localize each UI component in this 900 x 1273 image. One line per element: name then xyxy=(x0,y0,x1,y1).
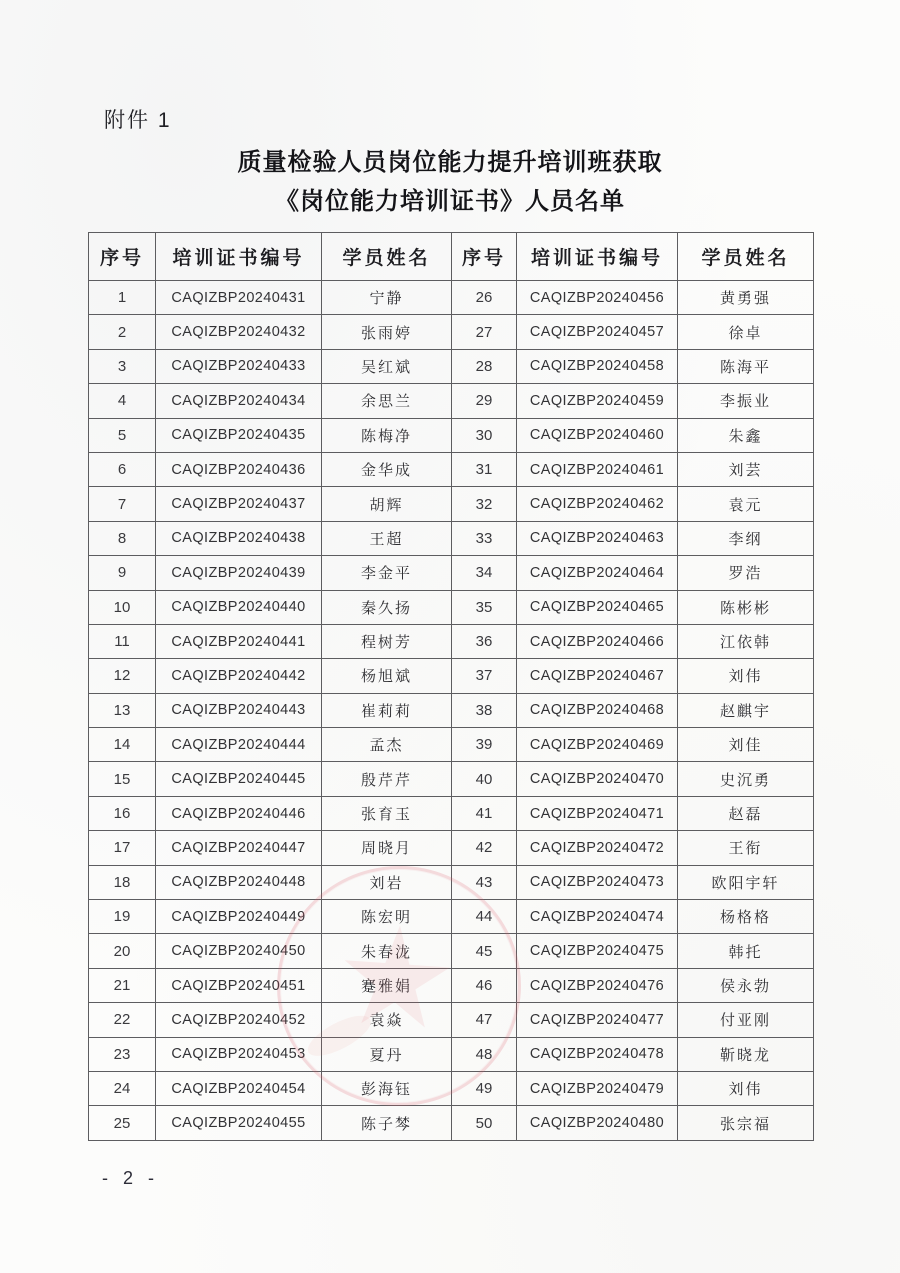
cert-number-right: CAQIZBP20240463 xyxy=(517,521,678,555)
col-header-cert-right: 培训证书编号 xyxy=(517,233,678,281)
cert-number-right: CAQIZBP20240479 xyxy=(517,1071,678,1105)
cert-number-right: CAQIZBP20240477 xyxy=(517,1003,678,1037)
row-no-right: 38 xyxy=(452,693,517,727)
trainee-name-left: 袁焱 xyxy=(322,1003,452,1037)
row-no-left: 25 xyxy=(89,1106,156,1140)
row-no-left: 7 xyxy=(89,487,156,521)
cert-number-right: CAQIZBP20240475 xyxy=(517,934,678,968)
row-no-right: 37 xyxy=(452,659,517,693)
document-title xyxy=(0,143,900,221)
row-no-right: 46 xyxy=(452,968,517,1002)
cert-number-right: CAQIZBP20240476 xyxy=(517,968,678,1002)
trainee-name-right: 江依韩 xyxy=(678,624,814,658)
table-row xyxy=(89,865,814,899)
row-no-left: 23 xyxy=(89,1037,156,1071)
cert-number-left: CAQIZBP20240439 xyxy=(156,556,322,590)
row-no-left: 13 xyxy=(89,693,156,727)
trainee-name-right: 王衔 xyxy=(678,831,814,865)
trainee-name-left: 杨旭斌 xyxy=(322,659,452,693)
trainee-name-right: 陈彬彬 xyxy=(678,590,814,624)
table-row xyxy=(89,556,814,590)
table-row xyxy=(89,521,814,555)
cert-number-left: CAQIZBP20240437 xyxy=(156,487,322,521)
table-row xyxy=(89,934,814,968)
trainee-name-left: 李金平 xyxy=(322,556,452,590)
row-no-right: 42 xyxy=(452,831,517,865)
trainee-name-left: 陈子棽 xyxy=(322,1106,452,1140)
cert-number-left: CAQIZBP20240446 xyxy=(156,796,322,830)
table-row xyxy=(89,384,814,418)
row-no-left: 2 xyxy=(89,315,156,349)
table-row xyxy=(89,659,814,693)
row-no-right: 28 xyxy=(452,349,517,383)
trainee-name-left: 张育玉 xyxy=(322,796,452,830)
cert-number-left: CAQIZBP20240435 xyxy=(156,418,322,452)
cert-number-right: CAQIZBP20240472 xyxy=(517,831,678,865)
col-header-name-left: 学员姓名 xyxy=(322,233,452,281)
row-no-right: 35 xyxy=(452,590,517,624)
trainee-name-left: 朱春泷 xyxy=(322,934,452,968)
row-no-left: 1 xyxy=(89,281,156,315)
trainee-name-left: 余思兰 xyxy=(322,384,452,418)
table-row xyxy=(89,315,814,349)
trainee-name-left: 夏丹 xyxy=(322,1037,452,1071)
trainee-name-right: 徐卓 xyxy=(678,315,814,349)
table-row xyxy=(89,831,814,865)
cert-number-left: CAQIZBP20240433 xyxy=(156,349,322,383)
table-row xyxy=(89,1071,814,1105)
table-row xyxy=(89,762,814,796)
trainee-name-left: 吴红斌 xyxy=(322,349,452,383)
row-no-left: 15 xyxy=(89,762,156,796)
row-no-right: 45 xyxy=(452,934,517,968)
cert-number-left: CAQIZBP20240436 xyxy=(156,452,322,486)
row-no-left: 8 xyxy=(89,521,156,555)
cert-number-left: CAQIZBP20240451 xyxy=(156,968,322,1002)
trainee-name-left: 蹇雅娟 xyxy=(322,968,452,1002)
cert-number-right: CAQIZBP20240461 xyxy=(517,452,678,486)
trainee-name-right: 赵磊 xyxy=(678,796,814,830)
row-no-right: 47 xyxy=(452,1003,517,1037)
trainee-name-right: 朱鑫 xyxy=(678,418,814,452)
cert-number-right: CAQIZBP20240462 xyxy=(517,487,678,521)
row-no-right: 48 xyxy=(452,1037,517,1071)
cert-number-left: CAQIZBP20240455 xyxy=(156,1106,322,1140)
row-no-left: 21 xyxy=(89,968,156,1002)
row-no-right: 41 xyxy=(452,796,517,830)
table-row xyxy=(89,418,814,452)
trainee-name-left: 殷芹芹 xyxy=(322,762,452,796)
cert-number-left: CAQIZBP20240440 xyxy=(156,590,322,624)
row-no-left: 19 xyxy=(89,900,156,934)
table-row xyxy=(89,487,814,521)
cert-number-left: CAQIZBP20240431 xyxy=(156,281,322,315)
col-header-name-right: 学员姓名 xyxy=(678,233,814,281)
trainee-name-right: 韩托 xyxy=(678,934,814,968)
row-no-left: 5 xyxy=(89,418,156,452)
table-row xyxy=(89,728,814,762)
row-no-left: 10 xyxy=(89,590,156,624)
cert-number-left: CAQIZBP20240438 xyxy=(156,521,322,555)
row-no-right: 44 xyxy=(452,900,517,934)
row-no-left: 16 xyxy=(89,796,156,830)
trainee-name-left: 陈宏明 xyxy=(322,900,452,934)
row-no-right: 33 xyxy=(452,521,517,555)
row-no-left: 12 xyxy=(89,659,156,693)
trainee-name-left: 刘岩 xyxy=(322,865,452,899)
cert-number-right: CAQIZBP20240469 xyxy=(517,728,678,762)
table-body xyxy=(89,281,814,1141)
col-header-no-right: 序号 xyxy=(452,233,517,281)
cert-number-right: CAQIZBP20240465 xyxy=(517,590,678,624)
cert-number-left: CAQIZBP20240449 xyxy=(156,900,322,934)
trainee-name-right: 刘伟 xyxy=(678,1071,814,1105)
trainee-name-right: 史沉勇 xyxy=(678,762,814,796)
cert-number-left: CAQIZBP20240442 xyxy=(156,659,322,693)
trainee-name-right: 侯永勃 xyxy=(678,968,814,1002)
table-row xyxy=(89,1106,814,1140)
trainee-name-right: 张宗福 xyxy=(678,1106,814,1140)
table-row xyxy=(89,693,814,727)
table-row xyxy=(89,624,814,658)
cert-number-left: CAQIZBP20240452 xyxy=(156,1003,322,1037)
row-no-left: 22 xyxy=(89,1003,156,1037)
table-row xyxy=(89,968,814,1002)
row-no-right: 27 xyxy=(452,315,517,349)
row-no-right: 43 xyxy=(452,865,517,899)
col-header-no-left: 序号 xyxy=(89,233,156,281)
cert-number-left: CAQIZBP20240453 xyxy=(156,1037,322,1071)
table-row xyxy=(89,349,814,383)
row-no-right: 26 xyxy=(452,281,517,315)
cert-number-right: CAQIZBP20240459 xyxy=(517,384,678,418)
cert-number-left: CAQIZBP20240441 xyxy=(156,624,322,658)
cert-number-right: CAQIZBP20240474 xyxy=(517,900,678,934)
table-row xyxy=(89,796,814,830)
cert-number-right: CAQIZBP20240473 xyxy=(517,865,678,899)
cert-number-right: CAQIZBP20240480 xyxy=(517,1106,678,1140)
row-no-left: 11 xyxy=(89,624,156,658)
cert-number-left: CAQIZBP20240432 xyxy=(156,315,322,349)
cert-number-left: CAQIZBP20240444 xyxy=(156,728,322,762)
table-row xyxy=(89,900,814,934)
cert-number-right: CAQIZBP20240464 xyxy=(517,556,678,590)
col-header-cert-left: 培训证书编号 xyxy=(156,233,322,281)
trainee-name-right: 罗浩 xyxy=(678,556,814,590)
trainee-name-left: 程树芳 xyxy=(322,624,452,658)
row-no-right: 36 xyxy=(452,624,517,658)
row-no-right: 34 xyxy=(452,556,517,590)
trainee-name-right: 刘伟 xyxy=(678,659,814,693)
trainee-name-left: 王超 xyxy=(322,521,452,555)
page-number: - 2 - xyxy=(102,1168,160,1188)
row-no-left: 18 xyxy=(89,865,156,899)
trainee-name-right: 袁元 xyxy=(678,487,814,521)
trainee-name-right: 刘佳 xyxy=(678,728,814,762)
trainee-name-left: 宁静 xyxy=(322,281,452,315)
cert-number-left: CAQIZBP20240445 xyxy=(156,762,322,796)
trainee-name-left: 张雨婷 xyxy=(322,315,452,349)
trainee-name-left: 秦久扬 xyxy=(322,590,452,624)
attachment-label: 附件 1 xyxy=(104,109,172,132)
trainee-name-left: 彭海钰 xyxy=(322,1071,452,1105)
table-row xyxy=(89,590,814,624)
trainee-name-right: 李纲 xyxy=(678,521,814,555)
cert-number-right: CAQIZBP20240468 xyxy=(517,693,678,727)
row-no-right: 49 xyxy=(452,1071,517,1105)
cert-number-left: CAQIZBP20240454 xyxy=(156,1071,322,1105)
trainee-name-left: 陈梅净 xyxy=(322,418,452,452)
trainee-name-right: 欧阳宇轩 xyxy=(678,865,814,899)
trainee-name-right: 杨格格 xyxy=(678,900,814,934)
row-no-right: 50 xyxy=(452,1106,517,1140)
trainee-name-left: 孟杰 xyxy=(322,728,452,762)
row-no-left: 4 xyxy=(89,384,156,418)
cert-number-right: CAQIZBP20240457 xyxy=(517,315,678,349)
trainee-name-right: 黄勇强 xyxy=(678,281,814,315)
cert-number-left: CAQIZBP20240447 xyxy=(156,831,322,865)
row-no-right: 31 xyxy=(452,452,517,486)
document-title-line1: 质量检验人员岗位能力提升培训班获取 xyxy=(237,149,663,176)
table-row xyxy=(89,281,814,315)
cert-number-right: CAQIZBP20240458 xyxy=(517,349,678,383)
row-no-left: 24 xyxy=(89,1071,156,1105)
trainee-name-right: 靳晓龙 xyxy=(678,1037,814,1071)
cert-number-right: CAQIZBP20240471 xyxy=(517,796,678,830)
cert-number-right: CAQIZBP20240456 xyxy=(517,281,678,315)
cert-number-left: CAQIZBP20240448 xyxy=(156,865,322,899)
cert-number-right: CAQIZBP20240478 xyxy=(517,1037,678,1071)
trainee-name-right: 陈海平 xyxy=(678,349,814,383)
trainee-name-right: 赵麒宇 xyxy=(678,693,814,727)
cert-number-left: CAQIZBP20240450 xyxy=(156,934,322,968)
table-row xyxy=(89,1003,814,1037)
row-no-left: 9 xyxy=(89,556,156,590)
document-title-line2: 《岗位能力培训证书》人员名单 xyxy=(275,188,625,215)
row-no-left: 14 xyxy=(89,728,156,762)
row-no-left: 6 xyxy=(89,452,156,486)
trainee-name-left: 周晓月 xyxy=(322,831,452,865)
table-header-row xyxy=(89,233,814,281)
table-row xyxy=(89,1037,814,1071)
row-no-left: 17 xyxy=(89,831,156,865)
trainee-name-right: 付亚刚 xyxy=(678,1003,814,1037)
cert-number-left: CAQIZBP20240434 xyxy=(156,384,322,418)
cert-number-left: CAQIZBP20240443 xyxy=(156,693,322,727)
row-no-left: 20 xyxy=(89,934,156,968)
trainee-name-left: 胡辉 xyxy=(322,487,452,521)
cert-number-right: CAQIZBP20240460 xyxy=(517,418,678,452)
row-no-right: 40 xyxy=(452,762,517,796)
row-no-right: 39 xyxy=(452,728,517,762)
table-row xyxy=(89,452,814,486)
row-no-left: 3 xyxy=(89,349,156,383)
trainee-name-left: 金华成 xyxy=(322,452,452,486)
trainee-name-right: 刘芸 xyxy=(678,452,814,486)
trainee-certificate-table xyxy=(88,232,814,1141)
cert-number-right: CAQIZBP20240467 xyxy=(517,659,678,693)
cert-number-right: CAQIZBP20240466 xyxy=(517,624,678,658)
row-no-right: 32 xyxy=(452,487,517,521)
row-no-right: 29 xyxy=(452,384,517,418)
cert-number-right: CAQIZBP20240470 xyxy=(517,762,678,796)
row-no-right: 30 xyxy=(452,418,517,452)
trainee-name-left: 崔莉莉 xyxy=(322,693,452,727)
trainee-name-right: 李振业 xyxy=(678,384,814,418)
